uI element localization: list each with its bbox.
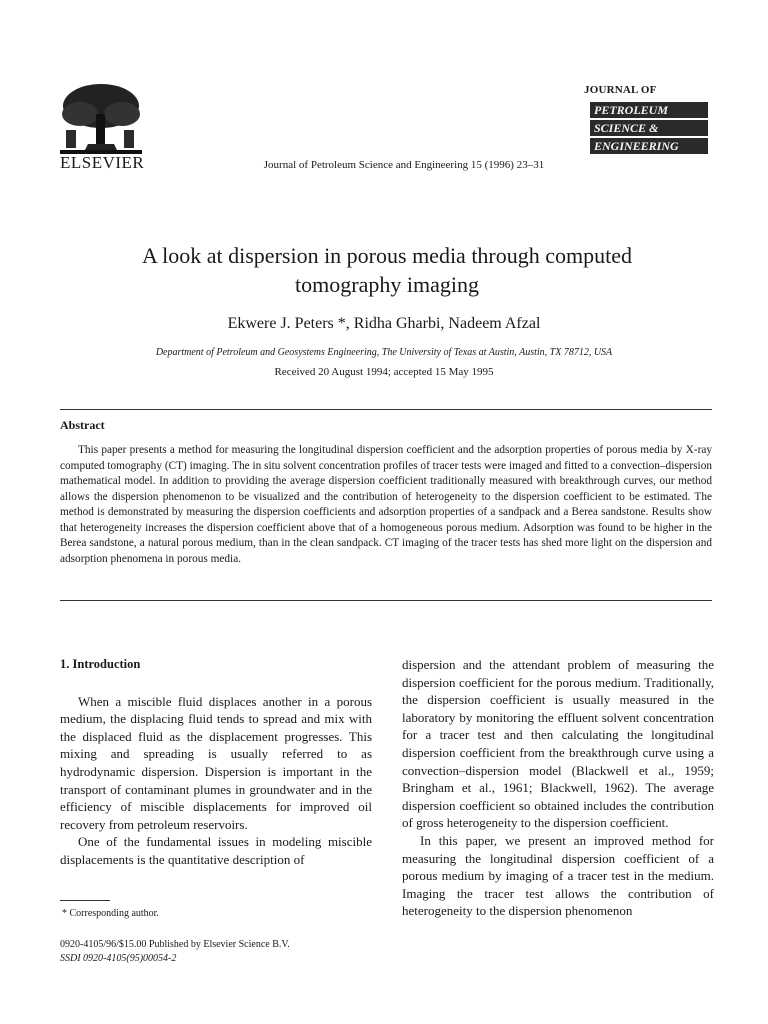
received-dates: Received 20 August 1994; accepted 15 May 1995: [274, 366, 494, 378]
copyright-block: [60, 938, 290, 966]
footnote: * Corresponding author.: [62, 908, 159, 919]
author-list: Ekwere J. Peters *, Ridha Gharbi, Nadeem Afzal: [227, 315, 541, 332]
journal-logo-line: ENGINEERING: [590, 138, 708, 154]
journal-logo-line: PETROLEUM: [590, 102, 708, 118]
divider: [60, 409, 712, 410]
affiliation: Department of Petroleum and Geosystems Engineering, The University of Texas at Austin, Austin, TX 78712, USA: [155, 347, 613, 358]
divider: [60, 600, 712, 601]
footnote-divider: [60, 900, 110, 901]
paragraph: When a miscible fluid displaces another in a porous medium, the displacing fluid tends to spread and mix with the displaced fluid as the displacement progresses. This mixing and spreading is usually referred to as hydrodynamic dispersion. Dispersion is important in the transport of contaminant plumes in groundwater and in the efficiency of miscible displacements for improved oil recovery from petroleum reservoirs.: [60, 693, 372, 832]
publisher-name: ELSEVIER: [60, 153, 145, 172]
journal-citation: Journal of Petroleum Science and Engineering 15 (1996) 23–31: [263, 159, 545, 171]
elsevier-tree-logo: [58, 80, 144, 156]
journal-logo-line: JOURNAL OF: [584, 84, 657, 96]
title-line: tomography imaging: [295, 272, 479, 297]
article-title: [0, 241, 768, 299]
abstract-heading: Abstract: [60, 418, 105, 432]
ssdi-line: SSDI 0920-4105(95)00054-2: [60, 953, 177, 964]
right-column: [402, 656, 714, 920]
issn-line: 0920-4105/96/$15.00 Published by Elsevier Science B.V.: [60, 939, 290, 950]
paragraph: dispersion and the attendant problem of measuring the dispersion coefficient for the porous medium. Traditionally, the dispersion coefficient is usually measured in the laboratory by monitoring the effluent solvent concentration for a tracer test and then calculating the longitudinal dispersion coefficient from the breakthrough curve using a convection–dispersion model (Blackwell et al., 1959; Bringham et al., 1961; Blackwell, 1962). The average dispersion coefficient so obtained includes the contribution of gross heterogeneity to the dispersion coefficient.: [402, 657, 714, 831]
journal-logo-line: SCIENCE &: [590, 120, 708, 136]
title-line: A look at dispersion in porous media through computed: [141, 243, 633, 268]
paragraph: One of the fundamental issues in modeling miscible displacements is the quantitative description of: [60, 834, 372, 867]
section-heading: 1. Introduction: [60, 657, 141, 671]
left-column: [60, 656, 372, 869]
paragraph: In this paper, we present an improved method for measuring the longitudinal dispersion coefficient of a porous medium by imaging of a tracer test in the medium. Imaging the tracer test allows the contribution of heterogeneity to the dispersion phenomenon: [402, 832, 714, 919]
journal-logo: [584, 84, 712, 162]
abstract-text: This paper presents a method for measuring the longitudinal dispersion coefficient and the adsorption properties of porous media by X-ray computed tomography (CT) imaging. The in situ solvent concentration profiles of tracer tests were imaged and fitted to a convection–dispersion mathematical model. In addition to providing the average dispersion coefficient traditionally measured with breakthrough curves, our method allows the dispersion phenomenon to be visualized and the contribution of heterogeneity to the dispersion coefficient to be estimated. The method is demonstrated by measuring the dispersion coefficients and adsorption properties of a sandpack and a Berea sandstone. Results show that heterogeneity increases the dispersion coefficient above that of a homogeneous porous medium. Adsorption was found to be higher in the Berea sandstone, a natural porous medium, than in the clean sandpack. CT imaging of the tracer tests has shed more light on the dispersion and adsorption phenomena in porous media.: [60, 444, 712, 565]
